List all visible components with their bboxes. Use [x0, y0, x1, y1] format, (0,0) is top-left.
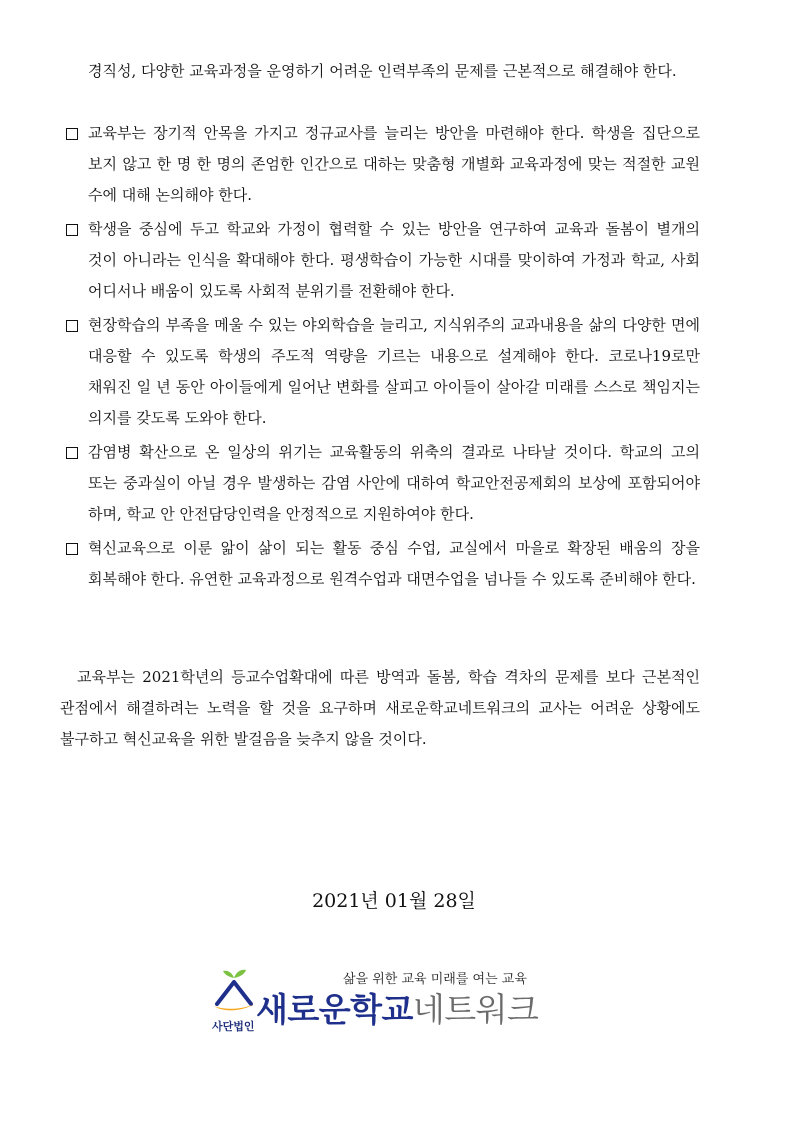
bullet-text: 학생을 중심에 두고 학교와 가정이 협력할 수 있는 방안을 연구하여 교육과 돌봄이 별개의 것이 아니라는 인식을 확대해야 한다. 평생학습이 가능한 시대를 맞이하여 가정과 학교, 사회 어디서나 배움이 있도록 사회적 분위기를 전환해야 한다. — [88, 220, 700, 300]
logo-name-light: 네트워크 — [412, 990, 539, 1029]
bullet-item — [66, 437, 700, 530]
continued-paragraph: 경직성, 다양한 교육과정을 운영하기 어려운 인력부족의 문제를 근본적으로 해결해야 한다. — [88, 62, 677, 80]
bullet-item — [66, 214, 700, 307]
checkbox-square-icon — [66, 320, 78, 332]
checkbox-square-icon — [66, 447, 78, 459]
organization-logo — [208, 962, 558, 1042]
logo-slogan: 삶을 위한 교육 미래를 여는 교육 — [343, 972, 527, 987]
bullet-text: 현장학습의 부족을 메울 수 있는 야외학습을 늘리고, 지식위주의 교과내용을 삶의 다양한 면에 대응할 수 있도록 학생의 주도적 역량을 기르는 내용으로 설계해야 한다. 코로나19로만 채워진 일 년 동안 아이들에게 일어난 변화를 살피고 아이들이 살아갈 미래를 스스로 책임지는 의지를 갖도록 도와야 한다. — [88, 316, 700, 427]
bullet-text: 감염병 확산으로 온 일상의 위기는 교육활동의 위축의 결과로 나타날 것이다. 학교의 고의 또는 중과실이 아닐 경우 발생하는 감염 사안에 대하여 학교안전공제회의 보상에 포함되어야 하며, 학교 안 안전담당인력을 안정적으로 지원하여야 한다. — [88, 443, 700, 523]
logo-corp-label: 사단법인 — [212, 1020, 255, 1033]
bullet-list — [66, 118, 700, 598]
bullet-item — [66, 533, 700, 595]
logo-wordmark — [256, 984, 538, 1031]
bullet-text: 교육부는 장기적 안목을 가지고 정규교사를 늘리는 방안을 마련해야 한다. 학생을 집단으로 보지 않고 한 명 한 명의 존엄한 인간으로 대하는 맞춤형 개별화 교육과정에 맞는 적절한 교원 수에 대해 논의해야 한다. — [88, 124, 700, 204]
checkbox-square-icon — [66, 543, 78, 555]
closing-paragraph: 교육부는 2021학년의 등교수업확대에 따른 방역과 돌봄, 학습 격차의 문제를 보다 근본적인 관점에서 해결하려는 노력을 할 것을 요구하며 새로운학교네트워크의 교사는 어려운 상황에도 불구하고 혁신교육을 위한 발걸음을 늦추지 않을 것이다. — [60, 668, 700, 748]
bullet-item — [66, 118, 700, 211]
bullet-item — [66, 310, 700, 434]
logo-name-bold: 새로운학교 — [256, 990, 413, 1029]
checkbox-square-icon — [66, 128, 78, 140]
bullet-text: 혁신교육으로 이룬 앎이 삶이 되는 활동 중심 수업, 교실에서 마을로 확장된 배움의 장을 회복해야 한다. 유연한 교육과정으로 원격수업과 대면수업을 넘나들 수 있도록 준비해야 한다. — [88, 539, 700, 588]
document-date: 2021년 01월 28일 — [312, 890, 476, 912]
checkbox-square-icon — [66, 224, 78, 236]
house-sprout-icon — [212, 964, 256, 1012]
